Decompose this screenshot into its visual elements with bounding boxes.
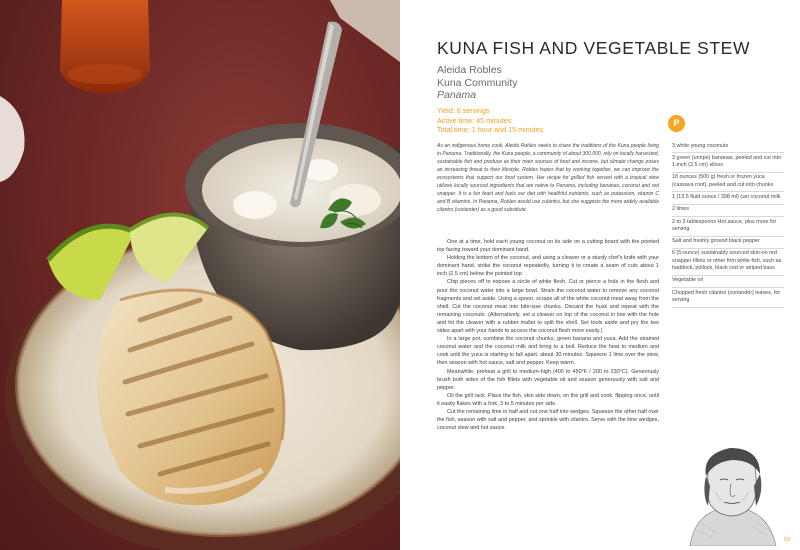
page-number: 93 [783, 537, 790, 543]
method-step: Meanwhile, preheat a grill to medium-high (400 to 450°F / 200 to 230°C). Generously brush both sides of the fish fillets with vegetable oil and season generously with salt and pepper. [437, 368, 659, 391]
ingredient-item: 6 (5-ounce) sustainably sourced skin-on red snapper fillets or other firm white fish, such as haddock, pollock, black cod or striped bass [672, 249, 784, 276]
recipe-page [400, 0, 800, 550]
method-step: Oil the grill rack. Place the fish, skin side down, on the grill and cook, flipping once, until it easily flakes with a fork, 3 to 5 minutes per side. [437, 392, 659, 407]
recipe-total-time: Total time: 1 hour and 15 minutes [437, 125, 544, 135]
method-step: Cut the remaining lime in half and cut one half into wedges. Squeeze the other half over the fish, season with salt and pepper, and sprinkle with cilantro. Serve with the lime wedges, coconut stew and hot sauce. [437, 408, 659, 432]
recipe-active-time: Active time: 45 minutes [437, 115, 512, 125]
ingredient-list [672, 141, 784, 308]
method-step: In a large pot, combine the coconut chunks, green banana and yuca. Add the strained coconut water and the coconut milk and bring to a boil. Reduce the heat to medium and cook until the yuca is starting to fall apart, about 30 minutes. Squeeze 1 lime over the stew, then season with hot sauce, salt and pepper. Keep warm. [437, 336, 659, 367]
author-portrait-sketch [672, 446, 790, 546]
method-step: Chip pieces off to expose a circle of white flesh. Cut or pierce a hole in the flesh and pour the coconut water into a large bowl. Strain the coconut water to remove any coconut fragments and set aside. Using a spoon, scrape all of the white coconut meat away from the shell. Cut the coconut meat into bite-size chunks. Discard the husk and repeat with the remaining coconuts. (Alternatively, set a cleaver on top of the coconut in line with the hole and hit the cleaver with a rubber mallet to split the shell. Set tools aside and pry the two sides apart with your hands to access the coconut flesh more easily.) [437, 279, 659, 335]
recipe-intro: As an indigenous home cook, Aleida Robles seeks to share the traditions of the Kuna people living in Panama. Traditionally, the Kuna people, a community of about 300,000, rely on locally harvested, sustainable fish and produce as their main sources of food and income, but climate change poses an increasing threat to their lifestyle. Robles hopes that by working together, we can improve the ecosystems that support our food system. Her recipe for grilled fish served with a tropical stew utilizes locally sourced ingredients that are native to Panama, including bananas, coconut and red snapper. It is a fun feast and fuels our diet with healthful nutrients, such as potassium, vitamin C and B vitamins. In Panama, Robles would use culantro, but she suggests the more widely available cilantro (coriander) as a good substitute. [437, 143, 660, 214]
ingredient-item: 2 limes [672, 205, 784, 217]
ingredient-item: Salt and freshly ground black pepper [672, 237, 784, 249]
recipe-yield: Yield: 6 servings [437, 106, 490, 115]
fish-fillet [97, 290, 284, 505]
hot-sauce-bottle [60, 0, 150, 94]
author-community: Kuna Community [437, 76, 518, 89]
method-step: One at a time, hold each young coconut on its side on a cutting board with the pointed top facing toward your dominant hand. [437, 239, 659, 254]
ingredient-item: Vegetable oil [672, 276, 784, 288]
ingredient-item: 3 green (unripe) bananas, peeled and cut into 1-inch (2.5 cm) slices [672, 153, 784, 173]
ingredient-item: 18 ounces (500 g) fresh or frozen yuca (cassava root), peeled and cut into chunks [672, 173, 784, 193]
author-byline [437, 64, 518, 102]
author-name: Aleida Robles [437, 64, 502, 76]
p-badge-icon: P [668, 115, 685, 132]
recipe-title: KUNA FISH AND VEGETABLE STEW [437, 38, 751, 58]
ingredient-item: 2 to 3 tablespoons Hot sauce, plus more for serving [672, 217, 784, 237]
ingredient-item: 1 (13.5 fluid ounce / 398 ml) can coconut milk [672, 192, 784, 204]
glass-rim [0, 96, 25, 182]
recipe-method [437, 238, 659, 432]
ingredient-item: 3 white young coconuts [672, 141, 784, 153]
author-country: Panama [437, 89, 477, 101]
ingredient-item: Chopped fresh cilantro (coriander) leaves, for serving [672, 288, 784, 308]
recipe-meta [437, 106, 543, 135]
method-step: Holding the bottom of the coconut, and using a cleaver or a sturdy chef's knife with your dominant hand, strike the coconut repeatedly, turning it to create a seam of cuts about 1 inch (2.5 cm) below the pointed top. [437, 255, 659, 278]
